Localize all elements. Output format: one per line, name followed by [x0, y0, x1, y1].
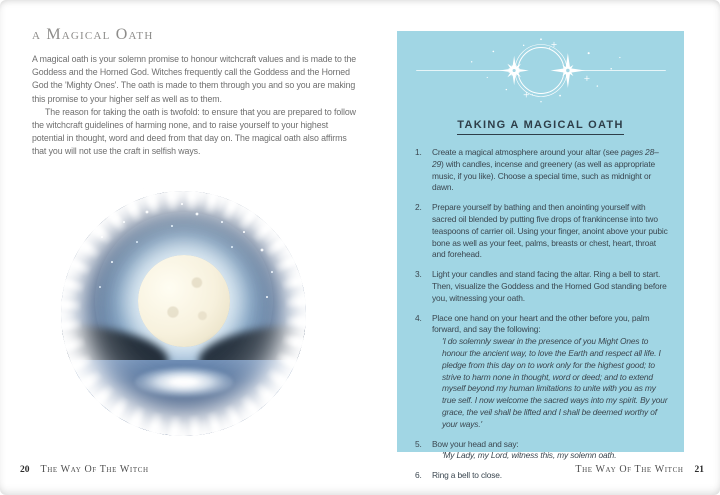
oath-step-5	[415, 439, 668, 463]
step-number: 6.	[415, 470, 422, 481]
footer-left	[20, 464, 149, 475]
step-text	[432, 269, 668, 304]
page-number: 20	[20, 465, 30, 475]
left-paragraphs	[32, 53, 358, 159]
section-heading: TAKING A MAGICAL OATH	[457, 119, 623, 135]
step-text	[432, 202, 668, 261]
page-number: 21	[694, 465, 704, 475]
step-text	[432, 147, 668, 194]
paragraph: The reason for taking the oath is twofold: to ensure that you are prepared to follow the witchcraft guidelines of harming none, and to raise yourself to your highest potential in thought, word and deed from that day on. The magical oath also affirms that you will not use the craft in selfish ways.	[32, 106, 356, 157]
step-text-segment: ) with candles, incense and greenery (as well as appropriate music, if you like). Choose a special time, such as midnight or dawn.	[432, 158, 656, 193]
oath-step-1	[415, 147, 668, 194]
step-text-segment: Ring a bell to close.	[432, 470, 502, 481]
oath-steps-list	[397, 147, 684, 482]
oath-step-3	[415, 269, 668, 304]
oath-quote: 'My Lady, my Lord, witness this, my solemn oath.	[442, 450, 617, 461]
oath-quote: 'I do solemnly swear in the presence of you Might Ones to honour the ancient way, to love the Earth and respect all life. I pledge from this day on to work only for the highest good; to strive to harm none in thought, word or deed; and to extend myself beyond my human limitations to unite with you as my true self. I now welcome the sacred ways into my spirit. By your grace, the veil shall be lifted and I shall be deemed worthy of your ways.'	[442, 336, 668, 429]
step-number: 5.	[415, 438, 422, 449]
step-number: 4.	[415, 312, 422, 323]
step-number: 3.	[415, 269, 422, 280]
step-text-segment: Place one hand on your heart and the other before you, palm forward, and say the following:	[432, 312, 650, 335]
step-text-segment: Bow your head and say:	[432, 438, 519, 449]
running-title: The Way Of The Witch	[40, 464, 149, 475]
chapter-emblem	[411, 34, 671, 107]
step-text	[432, 439, 668, 463]
moonlit-lake-illustration	[33, 163, 333, 455]
section-heading-row	[397, 115, 684, 135]
oath-step-4	[415, 313, 668, 431]
stars	[61, 191, 63, 193]
running-title: The Way Of The Witch	[575, 464, 684, 475]
step-number: 1.	[415, 147, 422, 157]
sun-burst-icon	[499, 56, 528, 85]
compass-star-icon	[550, 53, 585, 88]
page-title: a Magical Oath	[32, 26, 154, 43]
paragraph: A magical oath is your solemn promise to honour witchcraft values and is made to the Goddess and the Horned God. Witches frequently call the Goddess and the Horned God the 'Mighty Ones'. The oath is made to them through you and so you are making this promise to your higher self as well as to them.	[32, 54, 357, 104]
step-text-segment: pages 28–29	[432, 147, 659, 169]
foliage-fringe-outer-2	[51, 181, 316, 446]
step-text	[432, 313, 668, 431]
step-number: 2.	[415, 202, 422, 213]
step-text-segment: Light your candles and stand facing the altar. Ring a bell to start. Then, visualize the Goddess and the Horned God standing before you, witnessing your oath.	[432, 269, 667, 303]
footer-right	[575, 464, 704, 475]
step-text-segment: Prepare yourself by bathing and then anointing yourself with sacred oil blended by putting five drops of frankincense into two teaspoons of carrier oil. Using your finger, anoint above your pubic bone as well as your feet, palms, breasts or chest, heart, throat and forehead.	[432, 202, 668, 260]
oath-step-2	[415, 202, 668, 261]
step-text-segment: Create a magical atmosphere around your altar (see	[432, 147, 621, 157]
